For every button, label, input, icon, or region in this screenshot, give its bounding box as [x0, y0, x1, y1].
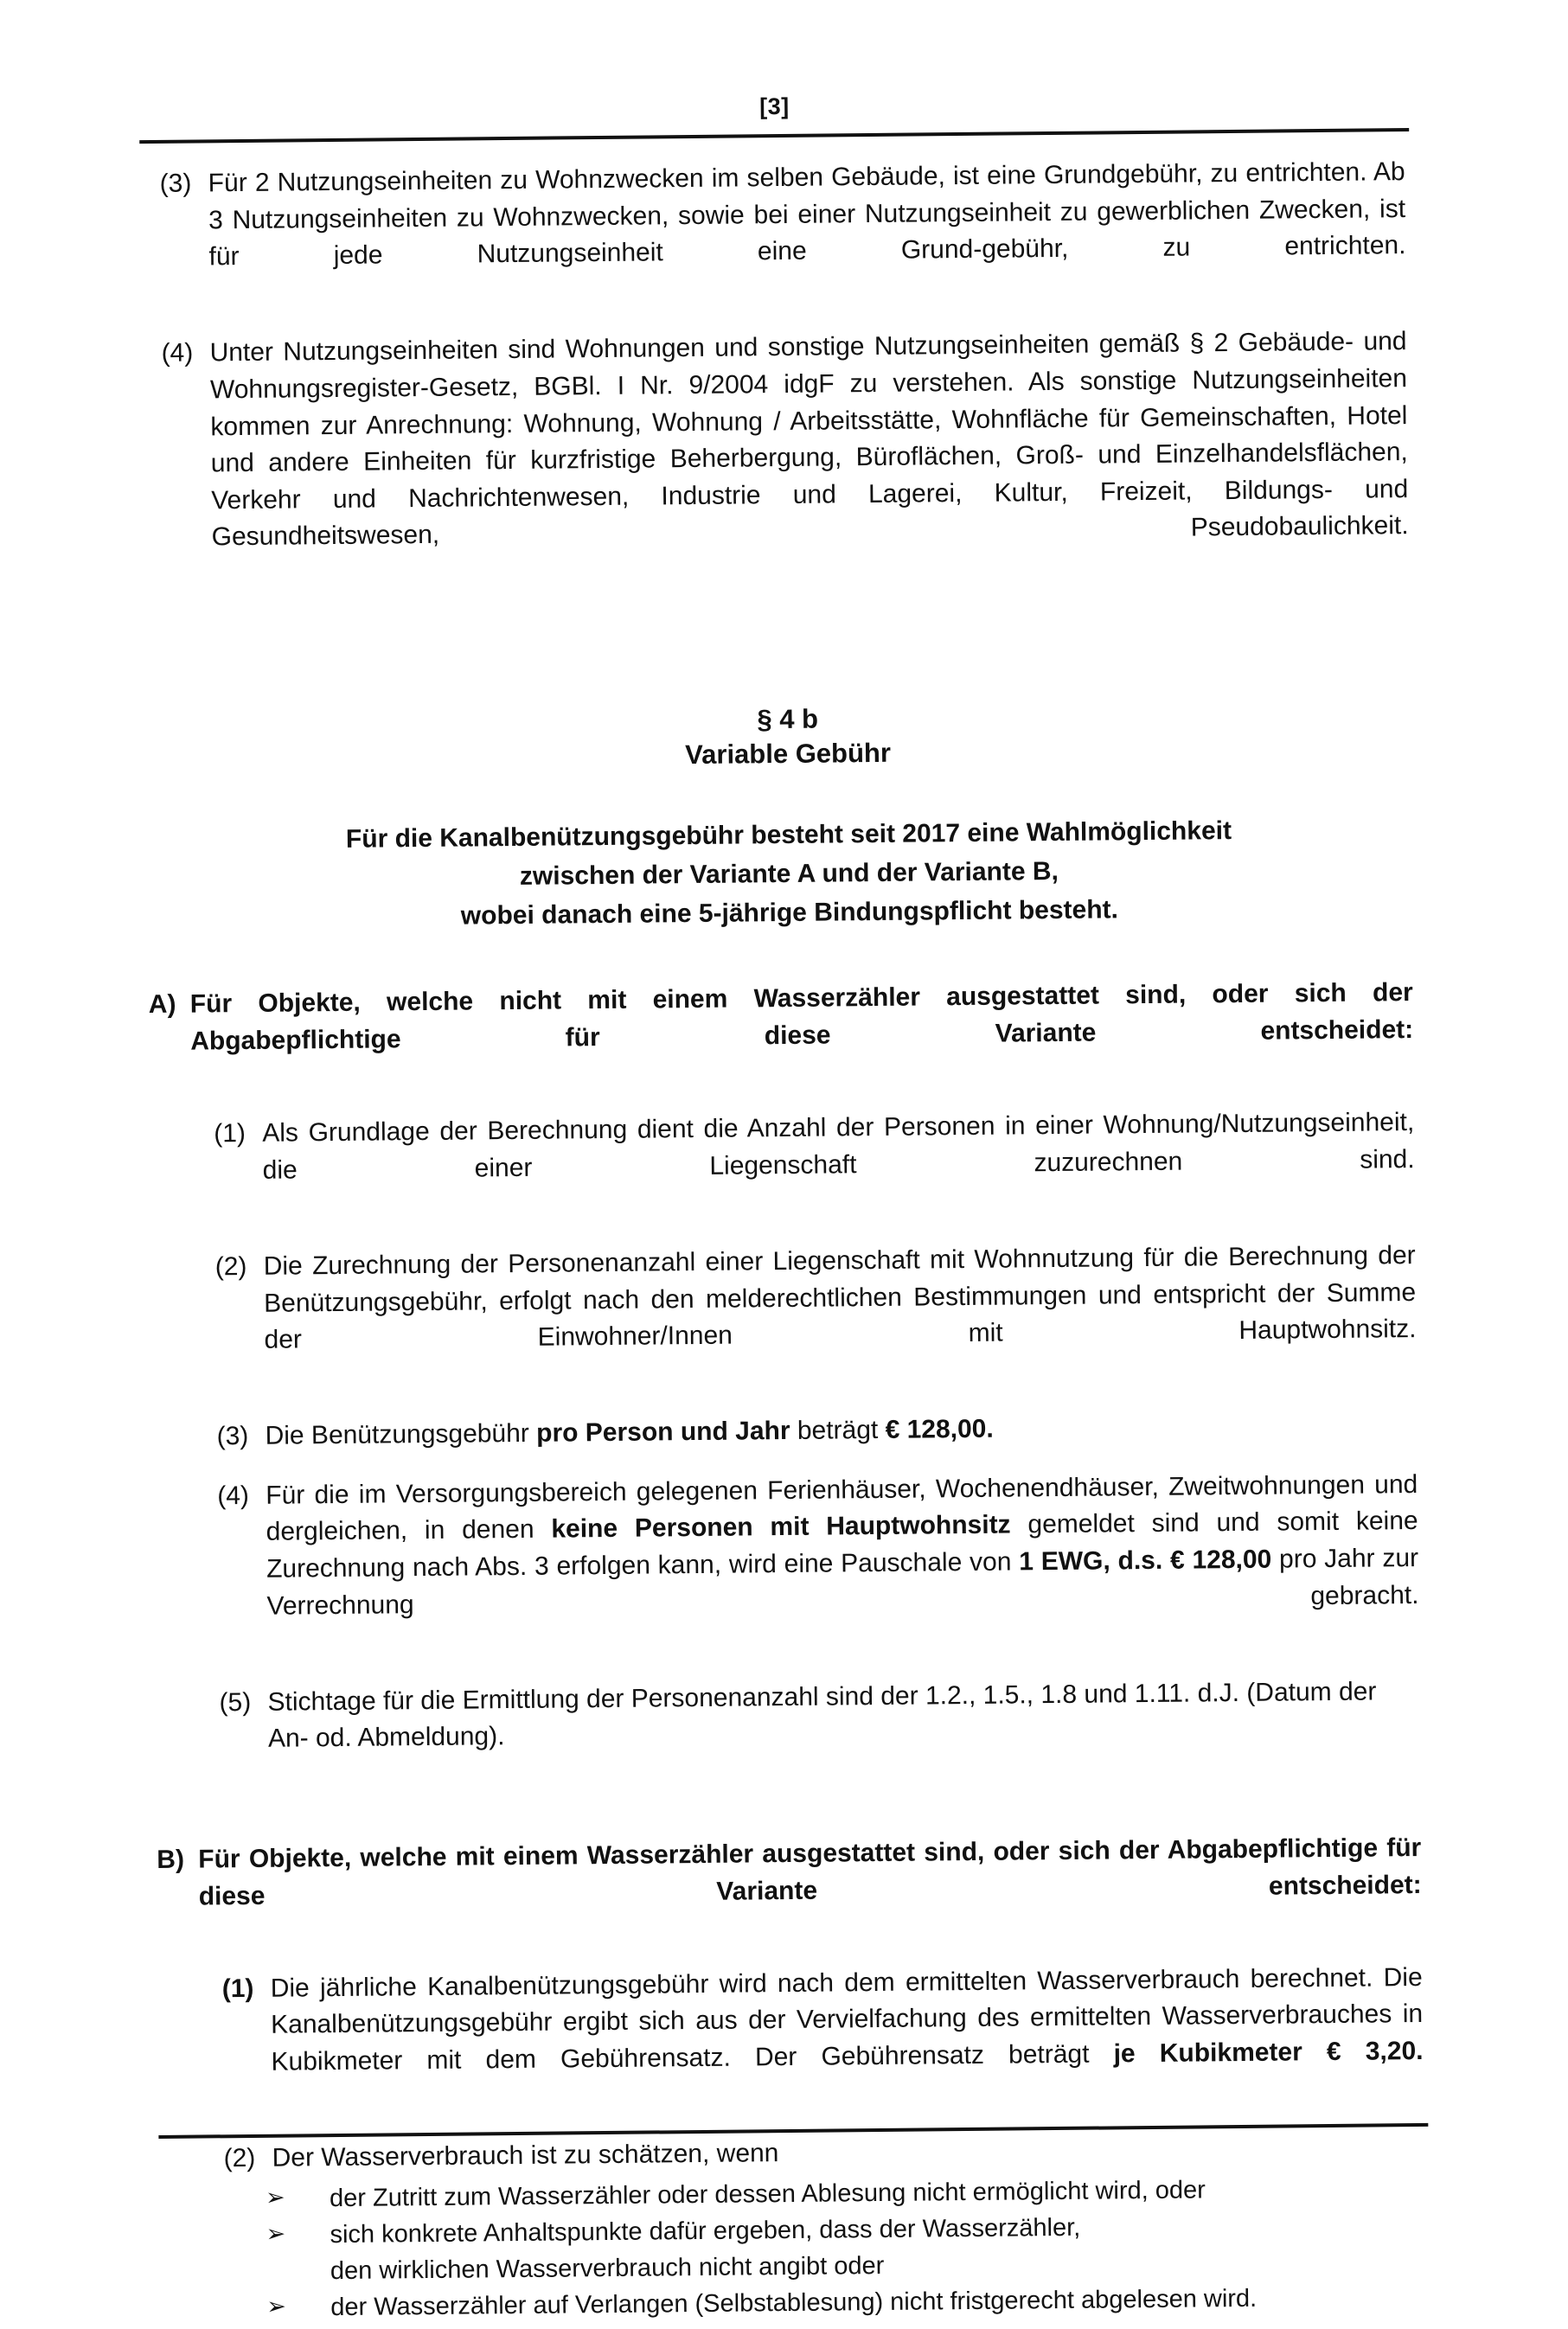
- variant-b-item-1-marker: (1): [221, 1974, 254, 2004]
- variant-b-item-1: [222, 1960, 1424, 2119]
- variant-a-item-3-bold-1: pro Person und Jahr: [536, 1417, 790, 1449]
- variant-b-item-2-intro: Der Wasserverbrauch ist zu schätzen, wenn: [272, 2139, 779, 2172]
- variant-a-item-1-marker: (1): [214, 1119, 246, 1149]
- variant-b-heading-text: Für Objekte, welche mit einem Wasserzähler ausgestattet sind, oder sich der Abgabepflichtige für diese Variante entscheidet:: [198, 1833, 1422, 1911]
- variant-a-item-5-marker: (5): [219, 1687, 252, 1718]
- variant-b-item-2-marker: (2): [223, 2144, 256, 2173]
- paragraph-3-text: Für 2 Nutzungseinheiten zu Wohnzwecken im selben Gebäude, ist eine Grundgebühr, zu entrichten. Ab 3 Nutzungseinheiten zu Wohnzwecken, sowie bei einer Nutzungseinheit zu gewerblichen Zwecken, ist für jede Nutzungseinheit eine Grund-gebühr, zu entrichten.: [208, 157, 1406, 272]
- variant-a-item-4-bold-2: 1 EWG, d.s. € 128,00: [1019, 1545, 1272, 1577]
- variant-a-item-4-text-part-3: pro Jahr zur Verrechnung gebracht.: [266, 1544, 1419, 1621]
- arrow-bullet-icon-placeholder: [266, 2253, 330, 2254]
- page-number: [3]: [759, 93, 790, 120]
- header-rule: [139, 128, 1409, 144]
- variant-a-item-3-marker: (3): [216, 1422, 249, 1451]
- paragraph-3-marker: (3): [159, 169, 192, 198]
- variant-a-item-1: [214, 1104, 1415, 1226]
- variant-a-item-4-text-part-2: gemeldet sind und somit keine Zurechnung nach Abs. 3 erfolgen kann, wird eine Pauschale von: [266, 1507, 1418, 1584]
- list-item-label: sich konkrete Anhaltspunkte dafür ergeben, dass der Wasserzähler,: [330, 2213, 1081, 2249]
- variant-a-item-3-text-part-2: beträgt: [790, 1416, 886, 1446]
- variant-a-marker: A): [148, 990, 176, 1020]
- arrow-bullet-icon: ➢: [266, 2220, 286, 2248]
- variant-b-item-1-bold-1: je Kubikmeter € 3,20.: [1113, 2036, 1424, 2069]
- section-heading-block: [165, 696, 1411, 779]
- section-title: Variable Gebühr: [685, 738, 892, 771]
- variant-a-item-4-marker: (4): [217, 1481, 250, 1511]
- section-lead-line-1: Für die Kanalbenützungsgebühr besteht seit 2017 eine Wahlmöglichkeit: [345, 816, 1232, 854]
- variant-a-item-4: [217, 1467, 1419, 1662]
- variant-a-item-5-text: Stichtage für die Ermittlung der Personenanzahl sind der 1.2., 1.5., 1.8 und 1.11. d.J. (Datum der An- od. Abmeldung).: [267, 1677, 1377, 1754]
- variant-b-item-2-bullet-list: [266, 2170, 1426, 2326]
- variant-a-item-3-bold-2: € 128,00: [885, 1415, 987, 1445]
- variant-a-item-3-text-part-1: Die Benützungsgebühr: [265, 1419, 537, 1451]
- variant-a-item-2-marker: (2): [214, 1251, 247, 1282]
- variant-a-item-2-text: Die Zurechnung der Personenanzahl einer Liegenschaft mit Wohnnutzung für die Berechnung der Benützungsgebühr, erfolgt nach den melderechtlichen Bestimmungen und entspricht der Summe der Einwohner/Innen mit Hauptwohnsitz.: [263, 1240, 1417, 1354]
- spacer: [175, 1769, 1420, 1804]
- variant-a-heading: [149, 975, 1414, 1097]
- variant-a-item-4-text-part-1: Für die im Versorgungsbereich gelegenen Ferienhäuser, Wochenendhäuser, Zweitwohnungen und dergleichen, in denen: [266, 1469, 1418, 1547]
- variant-b-items: [222, 1960, 1426, 2326]
- variant-a-items: [214, 1104, 1420, 1758]
- list-item-label: den wirklichen Wasserverbrauch nicht angibt oder: [330, 2251, 885, 2285]
- section-number: § 4 b: [757, 703, 819, 734]
- spacer: [164, 605, 1410, 656]
- paragraph-4: [161, 323, 1409, 593]
- variant-b-item-1-text: [271, 1960, 1424, 2118]
- variant-a-heading-text: Für Objekte, welche nicht mit einem Wasserzähler ausgestattet sind, oder sich der Abgabepflichtige für diese Variante entscheidet:: [189, 978, 1414, 1056]
- section-lead-line-3: wobei danach eine 5-jährige Bindungspflicht besteht.: [460, 895, 1119, 931]
- variant-b-item-2: [223, 2129, 1424, 2178]
- variant-a-item-3-text: [265, 1407, 1417, 1455]
- variant-a-item-4-bold-1: keine Personen mit Hauptwohnsitz: [551, 1510, 1011, 1545]
- variant-a-item-4-text: [266, 1467, 1419, 1662]
- variant-b-heading: [157, 1830, 1422, 1953]
- variant-a-item-3-text-part-3: .: [986, 1414, 994, 1444]
- variant-b-marker: B): [157, 1845, 185, 1875]
- document-body: [148, 154, 1426, 2327]
- section-lead-block: [166, 809, 1412, 938]
- paragraph-4-marker: (4): [161, 338, 194, 368]
- section-lead-line-2: zwischen der Variante A und der Variante B,: [519, 857, 1059, 892]
- variant-b-item-1-text-part-1: Die jährliche Kanalbenützungsgebühr wird nach dem ermittelten Wasserverbrauch berechnet. Die Kanalbenützungsgebühr ergibt sich aus der Vervielfachung des ermittelten Wasserverbrauches in Kubikmeter mit dem Gebührensatz. Der Gebührensatz beträgt: [270, 1962, 1424, 2076]
- variant-a-item-1-text: Als Grundlage der Berechnung dient die Anzahl der Personen in einer Wohnung/Nutzungseinheit, die einer Liegenschaft zuzurechnen sind.: [262, 1108, 1415, 1185]
- variant-a-item-2: [215, 1238, 1418, 1397]
- list-item-label: der Wasserzähler auf Verlangen (Selbstablesung) nicht fristgerecht abgelesen wird.: [330, 2284, 1258, 2322]
- paragraph-3: [160, 154, 1407, 313]
- variant-a-item-3: [216, 1407, 1417, 1456]
- arrow-bullet-icon: ➢: [265, 2184, 285, 2211]
- list-item-label: der Zutritt zum Wasserzähler oder dessen Ablesung nicht ermöglicht wird, oder: [329, 2176, 1206, 2212]
- arrow-bullet-icon: ➢: [266, 2293, 287, 2320]
- paragraph-4-text: Unter Nutzungseinheiten sind Wohnungen und sonstige Nutzungseinheiten gemäß § 2 Gebäude- und Wohnungsregister-Gesetz, BGBl. I Nr. 9/2004 idgF zu verstehen. Als sonstige Nutzungseinheiten kommen zur Anrechnung: Wohnung, Wohnung / Arbeitsstätte, Wohnfläche für Gemeinschaften, Hotel und andere Einheiten für kurzfristige Beherbergung, Büroflächen, Groß- und Einzelhandelsflächen, Verkehr und Nachrichtenwesen, Industrie und Lagerei, Kultur, Freizeit, Bildungs- und Gesundheitswesen, Pseudobaulichkeit.: [209, 327, 1409, 552]
- variant-a-item-5: [219, 1673, 1420, 1759]
